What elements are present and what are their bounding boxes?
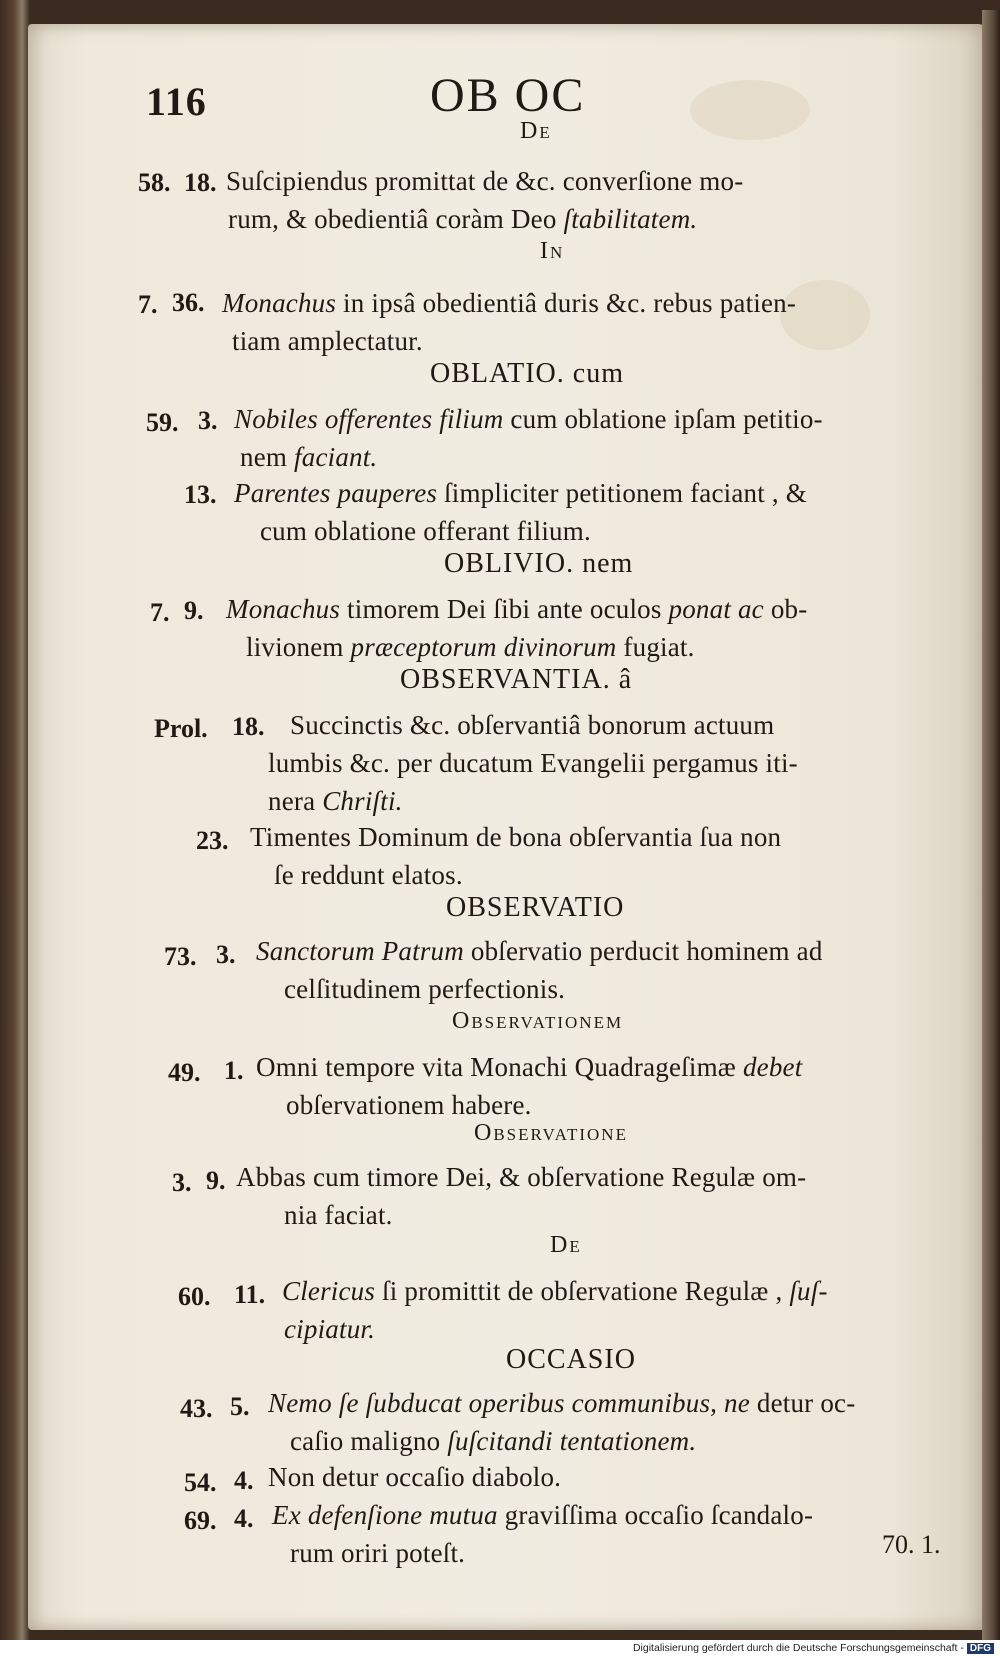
entry-line: caſio maligno ſuſcitandi tentationem. <box>290 1426 697 1456</box>
dfg-logo: DFG <box>967 1643 994 1654</box>
ref-verse: 18. <box>184 168 217 197</box>
subhead-observatione: Observatione <box>474 1120 628 1146</box>
ref-chapter: 58. <box>138 168 171 197</box>
ref-verse: 23. <box>196 826 229 855</box>
heading-observantia: OBSERVANTIA. â <box>400 664 633 695</box>
ref-chapter: 54. <box>184 1468 217 1497</box>
entry-line: Timentes Dominum de bona obſervantia ſua non <box>250 822 782 852</box>
entry-line: lumbis &c. per ducatum Evangelii pergamus iti- <box>268 748 798 778</box>
heading-occasio: OCCASIO <box>506 1344 636 1375</box>
entry-line: Succinctis &c. obſervantiâ bonorum actuum <box>290 710 775 740</box>
entry-line: Monachus in ipsâ obedientiâ duris &c. rebus patien- <box>222 288 797 318</box>
entry-line: rum, & obedientiâ coràm Deo ſtabilitatem. <box>228 204 698 234</box>
ref-chapter: 49. <box>168 1058 201 1087</box>
entry-line: Suſcipiendus promittat de &c. converſione mo- <box>226 166 744 196</box>
ref-verse: 1. <box>224 1056 244 1085</box>
entry-line: nera Chriſti. <box>268 786 403 816</box>
entry-line: rum oriri poteſt. <box>290 1538 466 1568</box>
entry-line: ſe reddunt elatos. <box>274 860 463 890</box>
heading-observatio: OBSERVATIO <box>446 892 625 923</box>
entry-line: Abbas cum timore Dei, & obſervatione Regulæ om- <box>236 1162 807 1192</box>
entry-line: Ex defenſione mutua graviſſima occaſio ſcandalo- <box>272 1500 814 1530</box>
ref-verse: 4. <box>234 1466 254 1495</box>
entry-line: Omni tempore vita Monachi Quadrageſimæ debet <box>256 1052 803 1082</box>
ref-chapter: Prol. <box>154 714 208 743</box>
subhead-observationem: Observationem <box>452 1008 624 1034</box>
ref-verse: 9. <box>206 1166 226 1195</box>
page-number: 116 <box>146 79 207 124</box>
running-head: OB OC <box>430 69 586 122</box>
ref-verse: 18. <box>232 712 265 741</box>
entry-line: nia faciat. <box>284 1200 393 1230</box>
entry-line: celſitudinem perfectionis. <box>284 974 566 1004</box>
entry-line: Non detur occaſio diabolo. <box>268 1462 562 1492</box>
ref-verse: 9. <box>184 596 204 625</box>
ref-chapter: 69. <box>184 1506 217 1535</box>
entry-line: tiam amplectatur. <box>232 326 423 356</box>
ref-verse: 3. <box>216 940 236 969</box>
entry-line: cipiatur. <box>284 1314 376 1344</box>
entry-line: Nemo ſe ſubducat operibus communibus, ne detur oc- <box>268 1388 856 1418</box>
subhead-in: In <box>540 238 565 264</box>
subhead-de: De <box>550 1232 582 1258</box>
ref-chapter: 43. <box>180 1394 213 1423</box>
ref-chapter: 7. <box>150 598 170 627</box>
ref-verse: 5. <box>230 1392 250 1421</box>
entry-line: livionem præceptorum divinorum fugiat. <box>246 632 695 662</box>
ref-chapter: 7. <box>138 290 158 319</box>
ref-chapter: 59. <box>146 408 179 437</box>
ref-chapter: 3. <box>172 1168 192 1197</box>
entry-line: Clericus ſi promittit de obſervatione Regulæ , ſuſ- <box>282 1276 828 1306</box>
entry-line: obſervationem habere. <box>286 1090 532 1120</box>
ref-verse: 3. <box>198 406 218 435</box>
ref-verse: 13. <box>184 480 217 509</box>
ref-chapter: 60. <box>178 1282 211 1311</box>
entry-line: nem faciant. <box>240 442 378 472</box>
entry-line: Sanctorum Patrum obſervatio perducit hominem ad <box>256 936 823 966</box>
ref-verse: 4. <box>234 1504 254 1533</box>
ref-verse: 36. <box>172 288 205 317</box>
entry-line: Parentes pauperes ſimpliciter petitionem faciant , & <box>234 478 808 508</box>
ref-chapter: 73. <box>164 942 197 971</box>
digitization-credit: Digitalisierung gefördert durch die Deutsche Forschungsgemeinschaft - DFG <box>633 1642 994 1654</box>
subhead-de: De <box>520 118 552 144</box>
ref-verse: 11. <box>234 1280 266 1309</box>
catchword: 70. 1. <box>882 1530 941 1559</box>
heading-oblivio: OBLIVIO. nem <box>444 548 634 579</box>
entry-line: Monachus timorem Dei ſibi ante oculos ponat ac ob- <box>226 594 808 624</box>
heading-oblatio: OBLATIO. cum <box>430 358 624 389</box>
entry-line: Nobiles offerentes filium cum oblatione ipſam petitio- <box>234 404 823 434</box>
entry-line: cum oblatione offerant filium. <box>260 516 591 546</box>
